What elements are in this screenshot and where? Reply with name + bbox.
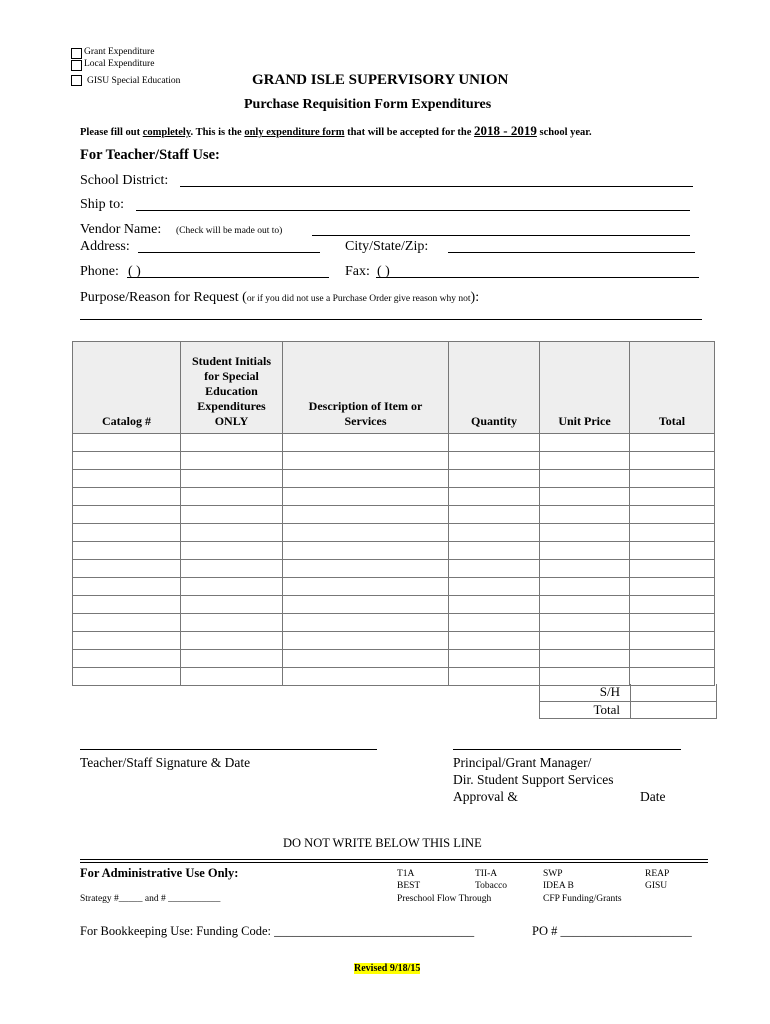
table-row [73, 524, 715, 542]
table-cell[interactable] [73, 596, 181, 614]
table-cell[interactable] [630, 668, 715, 686]
instructions-part3: that will be accepted for the [344, 127, 475, 138]
table-cell[interactable] [540, 560, 630, 578]
instructions-part1: Please fill out [80, 127, 143, 138]
table-cell[interactable] [181, 434, 283, 452]
table-cell[interactable] [73, 578, 181, 596]
table-row [73, 632, 715, 650]
form-title: GRAND ISLE SUPERVISORY UNION [252, 72, 509, 88]
principal-line3: Approval & [453, 789, 518, 804]
table-cell[interactable] [283, 488, 449, 506]
sh-label: S/H [599, 684, 620, 699]
code-preschool: Preschool Flow Through [397, 894, 492, 904]
instructions [80, 123, 592, 139]
table-cell[interactable] [181, 614, 283, 632]
instructions-part2: . This is the [190, 127, 245, 138]
table-cell[interactable] [540, 578, 630, 596]
local-expenditure-label: Local Expenditure [84, 59, 155, 69]
header-catalog: Catalog # [73, 342, 181, 434]
code-best: BEST [397, 881, 421, 891]
table-cell[interactable] [181, 578, 283, 596]
principal-signature-line[interactable] [453, 749, 681, 750]
local-expenditure-checkbox[interactable] [71, 60, 82, 71]
vendor-note: (Check will be made out to) [176, 226, 283, 236]
header-description: Description of Item or Services [283, 342, 449, 434]
purpose-note: or if you did not use a Purchase Order give reason why not [246, 294, 471, 304]
table-row [73, 560, 715, 578]
table-cell[interactable] [283, 668, 449, 686]
table-cell[interactable] [449, 614, 540, 632]
table-row [73, 542, 715, 560]
table-cell[interactable] [283, 434, 449, 452]
purpose-end: ): [470, 290, 480, 305]
table-cell[interactable] [540, 488, 630, 506]
table-cell[interactable] [630, 632, 715, 650]
school-year: 2018 - 2019 [474, 123, 537, 138]
principal-date: Date [640, 789, 666, 804]
table-cell[interactable] [449, 434, 540, 452]
table-cell[interactable] [73, 524, 181, 542]
school-district-label: School District: [80, 173, 169, 188]
table-cell[interactable] [449, 578, 540, 596]
table-cell[interactable] [283, 470, 449, 488]
table-cell[interactable] [540, 596, 630, 614]
table-cell[interactable] [283, 452, 449, 470]
table-cell[interactable] [73, 542, 181, 560]
table-cell[interactable] [73, 614, 181, 632]
purpose-field[interactable] [80, 319, 702, 320]
bookkeeping-funding-code[interactable]: For Bookkeeping Use: Funding Code: ________________________________ [80, 924, 475, 938]
purpose-text: Purpose/Reason for Request ( [80, 290, 247, 305]
vendor-name-label: Vendor Name: [80, 222, 162, 237]
code-tobacco: Tobacco [475, 881, 508, 891]
table-cell[interactable] [181, 506, 283, 524]
table-cell[interactable] [449, 596, 540, 614]
table-cell[interactable] [73, 506, 181, 524]
table-cell[interactable] [449, 488, 540, 506]
table-cell[interactable] [73, 668, 181, 686]
table-cell[interactable] [630, 524, 715, 542]
code-swp: SWP [543, 869, 563, 879]
do-not-write-notice: DO NOT WRITE BELOW THIS LINE [283, 836, 482, 850]
code-tiia: TII-A [475, 869, 498, 879]
table-cell[interactable] [540, 506, 630, 524]
teacher-signature-label: Teacher/Staff Signature & Date [80, 755, 251, 770]
header-student-initials: Student Initials for Special Education Expenditures ONLY [181, 342, 283, 434]
sh-value-cell[interactable] [630, 684, 631, 701]
table-cell[interactable] [630, 578, 715, 596]
table-cell[interactable] [540, 434, 630, 452]
requisition-table [72, 341, 715, 686]
table-cell[interactable] [181, 596, 283, 614]
table-cell[interactable] [73, 650, 181, 668]
city-state-zip-field[interactable] [448, 252, 695, 253]
total-value-cell[interactable] [630, 702, 631, 718]
header-total: Total [630, 342, 715, 434]
table-cell[interactable] [73, 434, 181, 452]
table-cell[interactable] [449, 668, 540, 686]
gisu-special-education-label: GISU Special Education [87, 76, 181, 86]
table-cell[interactable] [73, 560, 181, 578]
total-row [539, 702, 717, 719]
table-cell[interactable] [181, 524, 283, 542]
table-cell[interactable] [449, 560, 540, 578]
table-cell[interactable] [449, 470, 540, 488]
phone-area-code: ( ) [128, 264, 141, 279]
table-cell[interactable] [283, 650, 449, 668]
table-cell[interactable] [181, 668, 283, 686]
table-row [73, 650, 715, 668]
code-idea-b: IDEA B [543, 881, 574, 891]
table-cell[interactable] [449, 524, 540, 542]
school-district-field[interactable] [180, 186, 693, 187]
table-cell[interactable] [181, 650, 283, 668]
code-reap: REAP [645, 869, 670, 879]
table-row [73, 596, 715, 614]
table-cell[interactable] [283, 524, 449, 542]
table-cell[interactable] [283, 632, 449, 650]
table-cell[interactable] [181, 488, 283, 506]
table-row [73, 470, 715, 488]
table-cell[interactable] [540, 452, 630, 470]
ship-to-label: Ship to: [80, 197, 124, 212]
divider [80, 859, 708, 863]
table-cell[interactable] [181, 560, 283, 578]
table-cell[interactable] [630, 596, 715, 614]
gisu-special-education-checkbox[interactable] [71, 75, 82, 86]
city-state-zip-label: City/State/Zip: [345, 239, 429, 254]
fax-label: Fax: [345, 264, 370, 279]
table-cell[interactable] [283, 614, 449, 632]
header-unit-price: Unit Price [540, 342, 630, 434]
strategy-field[interactable]: Strategy #_____ and # ___________ [80, 894, 221, 904]
table-cell[interactable] [73, 488, 181, 506]
table-cell[interactable] [73, 452, 181, 470]
table-cell[interactable] [283, 596, 449, 614]
table-cell[interactable] [181, 632, 283, 650]
table-row [73, 506, 715, 524]
table-cell[interactable] [540, 650, 630, 668]
table-row [73, 452, 715, 470]
table-cell[interactable] [449, 506, 540, 524]
table-cell[interactable] [540, 470, 630, 488]
table-cell[interactable] [283, 506, 449, 524]
code-cfp: CFP Funding/Grants [543, 894, 622, 904]
table-cell[interactable] [630, 452, 715, 470]
table-cell[interactable] [449, 650, 540, 668]
table-cell[interactable] [630, 560, 715, 578]
table-cell[interactable] [540, 542, 630, 560]
table-cell[interactable] [73, 632, 181, 650]
table-row [73, 578, 715, 596]
vendor-name-field[interactable] [312, 235, 690, 236]
table-cell[interactable] [540, 632, 630, 650]
address-field[interactable] [138, 252, 320, 253]
instructions-completely: completely [142, 127, 191, 138]
grant-expenditure-checkbox[interactable] [71, 48, 82, 59]
code-gisu: GISU [645, 881, 668, 891]
sh-row [539, 684, 717, 702]
table-row [73, 434, 715, 452]
table-cell[interactable] [540, 668, 630, 686]
table-cell[interactable] [630, 470, 715, 488]
table-row [73, 488, 715, 506]
table-cell[interactable] [630, 650, 715, 668]
fax-field[interactable] [376, 277, 699, 278]
table-cell[interactable] [73, 470, 181, 488]
table-cell[interactable] [449, 542, 540, 560]
table-cell[interactable] [630, 434, 715, 452]
table-cell[interactable] [630, 542, 715, 560]
table-cell[interactable] [540, 614, 630, 632]
table-cell[interactable] [181, 470, 283, 488]
principal-line1: Principal/Grant Manager/ [453, 755, 592, 770]
table-cell[interactable] [181, 452, 283, 470]
admin-heading: For Administrative Use Only: [80, 866, 239, 880]
table-cell[interactable] [630, 614, 715, 632]
code-t1a: T1A [397, 869, 415, 879]
instructions-part4: school year. [536, 127, 592, 138]
table-cell[interactable] [449, 452, 540, 470]
table-row [73, 668, 715, 686]
fax-area-code: ( ) [377, 264, 390, 279]
teacher-staff-heading: For Teacher/Staff Use: [80, 147, 220, 163]
phone-label: Phone: [80, 264, 119, 279]
header-quantity: Quantity [449, 342, 540, 434]
table-cell[interactable] [540, 524, 630, 542]
phone-field[interactable] [127, 277, 329, 278]
grant-expenditure-label: Grant Expenditure [84, 47, 155, 57]
instructions-only-form: only expenditure form [244, 127, 345, 138]
purpose-label [80, 290, 479, 306]
table-cell[interactable] [283, 542, 449, 560]
table-cell[interactable] [283, 578, 449, 596]
table-cell[interactable] [449, 632, 540, 650]
table-cell[interactable] [283, 560, 449, 578]
form-subtitle: Purchase Requisition Form Expenditures [244, 97, 492, 112]
ship-to-field[interactable] [136, 210, 690, 211]
address-label: Address: [80, 239, 130, 254]
total-label: Total [593, 702, 620, 717]
table-cell[interactable] [181, 542, 283, 560]
po-number-field[interactable]: PO # _____________________ [532, 924, 692, 938]
table-cell[interactable] [630, 488, 715, 506]
table-row [73, 614, 715, 632]
teacher-signature-line[interactable] [80, 749, 377, 750]
table-cell[interactable] [630, 506, 715, 524]
principal-line2: Dir. Student Support Services [453, 772, 614, 787]
revised-date: Revised 9/18/15 [354, 963, 421, 974]
